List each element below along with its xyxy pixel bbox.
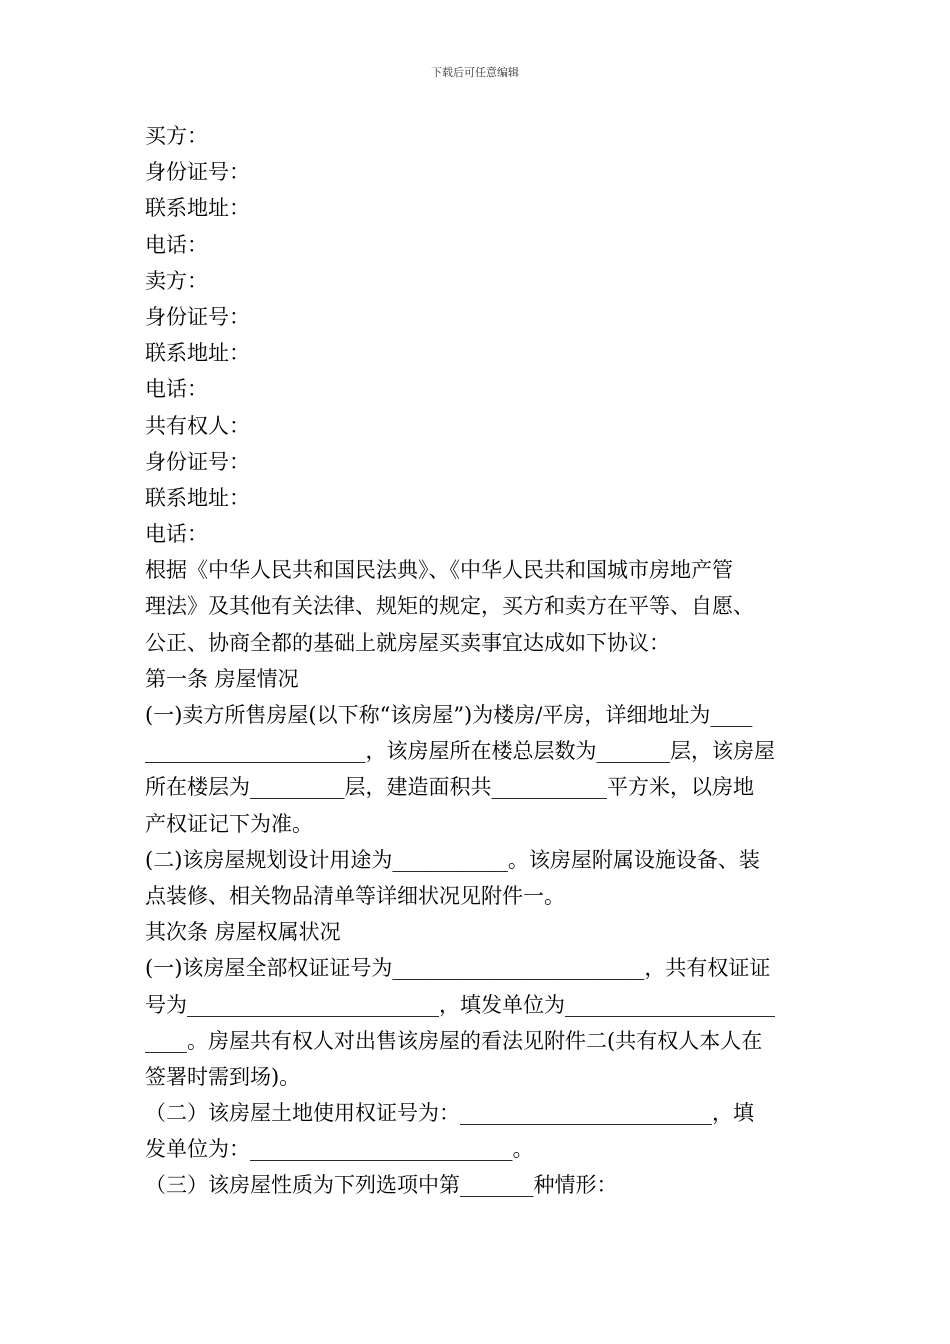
preamble-line: 公正、协商全都的基础上就房屋买卖事宜达成如下协议：: [145, 630, 670, 655]
article-2-heading: 其次条 房屋权属状况: [145, 920, 341, 945]
article-1-clause-line: (二)该房屋规划设计用途为___________。该房屋附属设施设备、装: [145, 847, 760, 872]
buyer-id-label: 身份证号：: [145, 160, 250, 185]
article-1-clause-line: _____________________，该房屋所在楼总层数为_______层，该房屋: [145, 739, 775, 764]
seller-label: 卖方：: [145, 268, 208, 293]
article-2-clause-line: (一)该房屋全部权证证号为________________________，共有权证证: [145, 956, 771, 981]
preamble-line: 理法》及其他有关法律、规矩的规定，买方和卖方在平等、自愿、: [145, 594, 754, 619]
co-owner-id-label: 身份证号：: [145, 449, 250, 474]
co-owner-label: 共有权人：: [145, 413, 250, 438]
article-1-clause-line: 产权证记下为准。: [145, 811, 313, 836]
article-1-heading: 第一条 房屋情况: [145, 666, 299, 691]
contract-body: [145, 118, 807, 1204]
article-2-clause-line: 签署时需到场)。: [145, 1064, 301, 1089]
article-1-clause-line: (一)卖方所售房屋(以下称“该房屋”)为楼房/平房，详细地址为____: [145, 703, 753, 727]
buyer-address-label: 联系地址：: [145, 196, 250, 221]
article-2-clause-line: （二）该房屋土地使用权证号为：________________________，填: [145, 1101, 754, 1126]
buyer-phone-label: 电话：: [145, 232, 208, 257]
seller-phone-label: 电话：: [145, 377, 208, 402]
article-2-clause-line: 发单位为：_________________________。: [145, 1137, 534, 1162]
co-owner-phone-label: 电话：: [145, 522, 208, 547]
co-owner-address-label: 联系地址：: [145, 485, 250, 510]
article-2-clause-line: （三）该房屋性质为下列选项中第_______种情形：: [145, 1173, 618, 1198]
buyer-label: 买方：: [145, 124, 208, 148]
article-2-clause-line: 号为________________________，填发单位为____________________: [145, 992, 775, 1017]
article-2-clause-line: ____。房屋共有权人对出售该房屋的看法见附件二(共有权人本人在: [145, 1028, 763, 1053]
article-1-clause-line: 所在楼层为_________层，建造面积共___________平方米，以房地: [145, 775, 754, 800]
seller-address-label: 联系地址：: [145, 341, 250, 366]
preamble-line: 根据《中华人民共和国民法典》、《中华人民共和国城市房地产管: [145, 558, 733, 583]
article-1-clause-line: 点装修、相关物品清单等详细状况见附件一。: [145, 883, 565, 908]
page-header-note: 下载后可任意编辑: [431, 66, 519, 79]
seller-id-label: 身份证号：: [145, 304, 250, 329]
